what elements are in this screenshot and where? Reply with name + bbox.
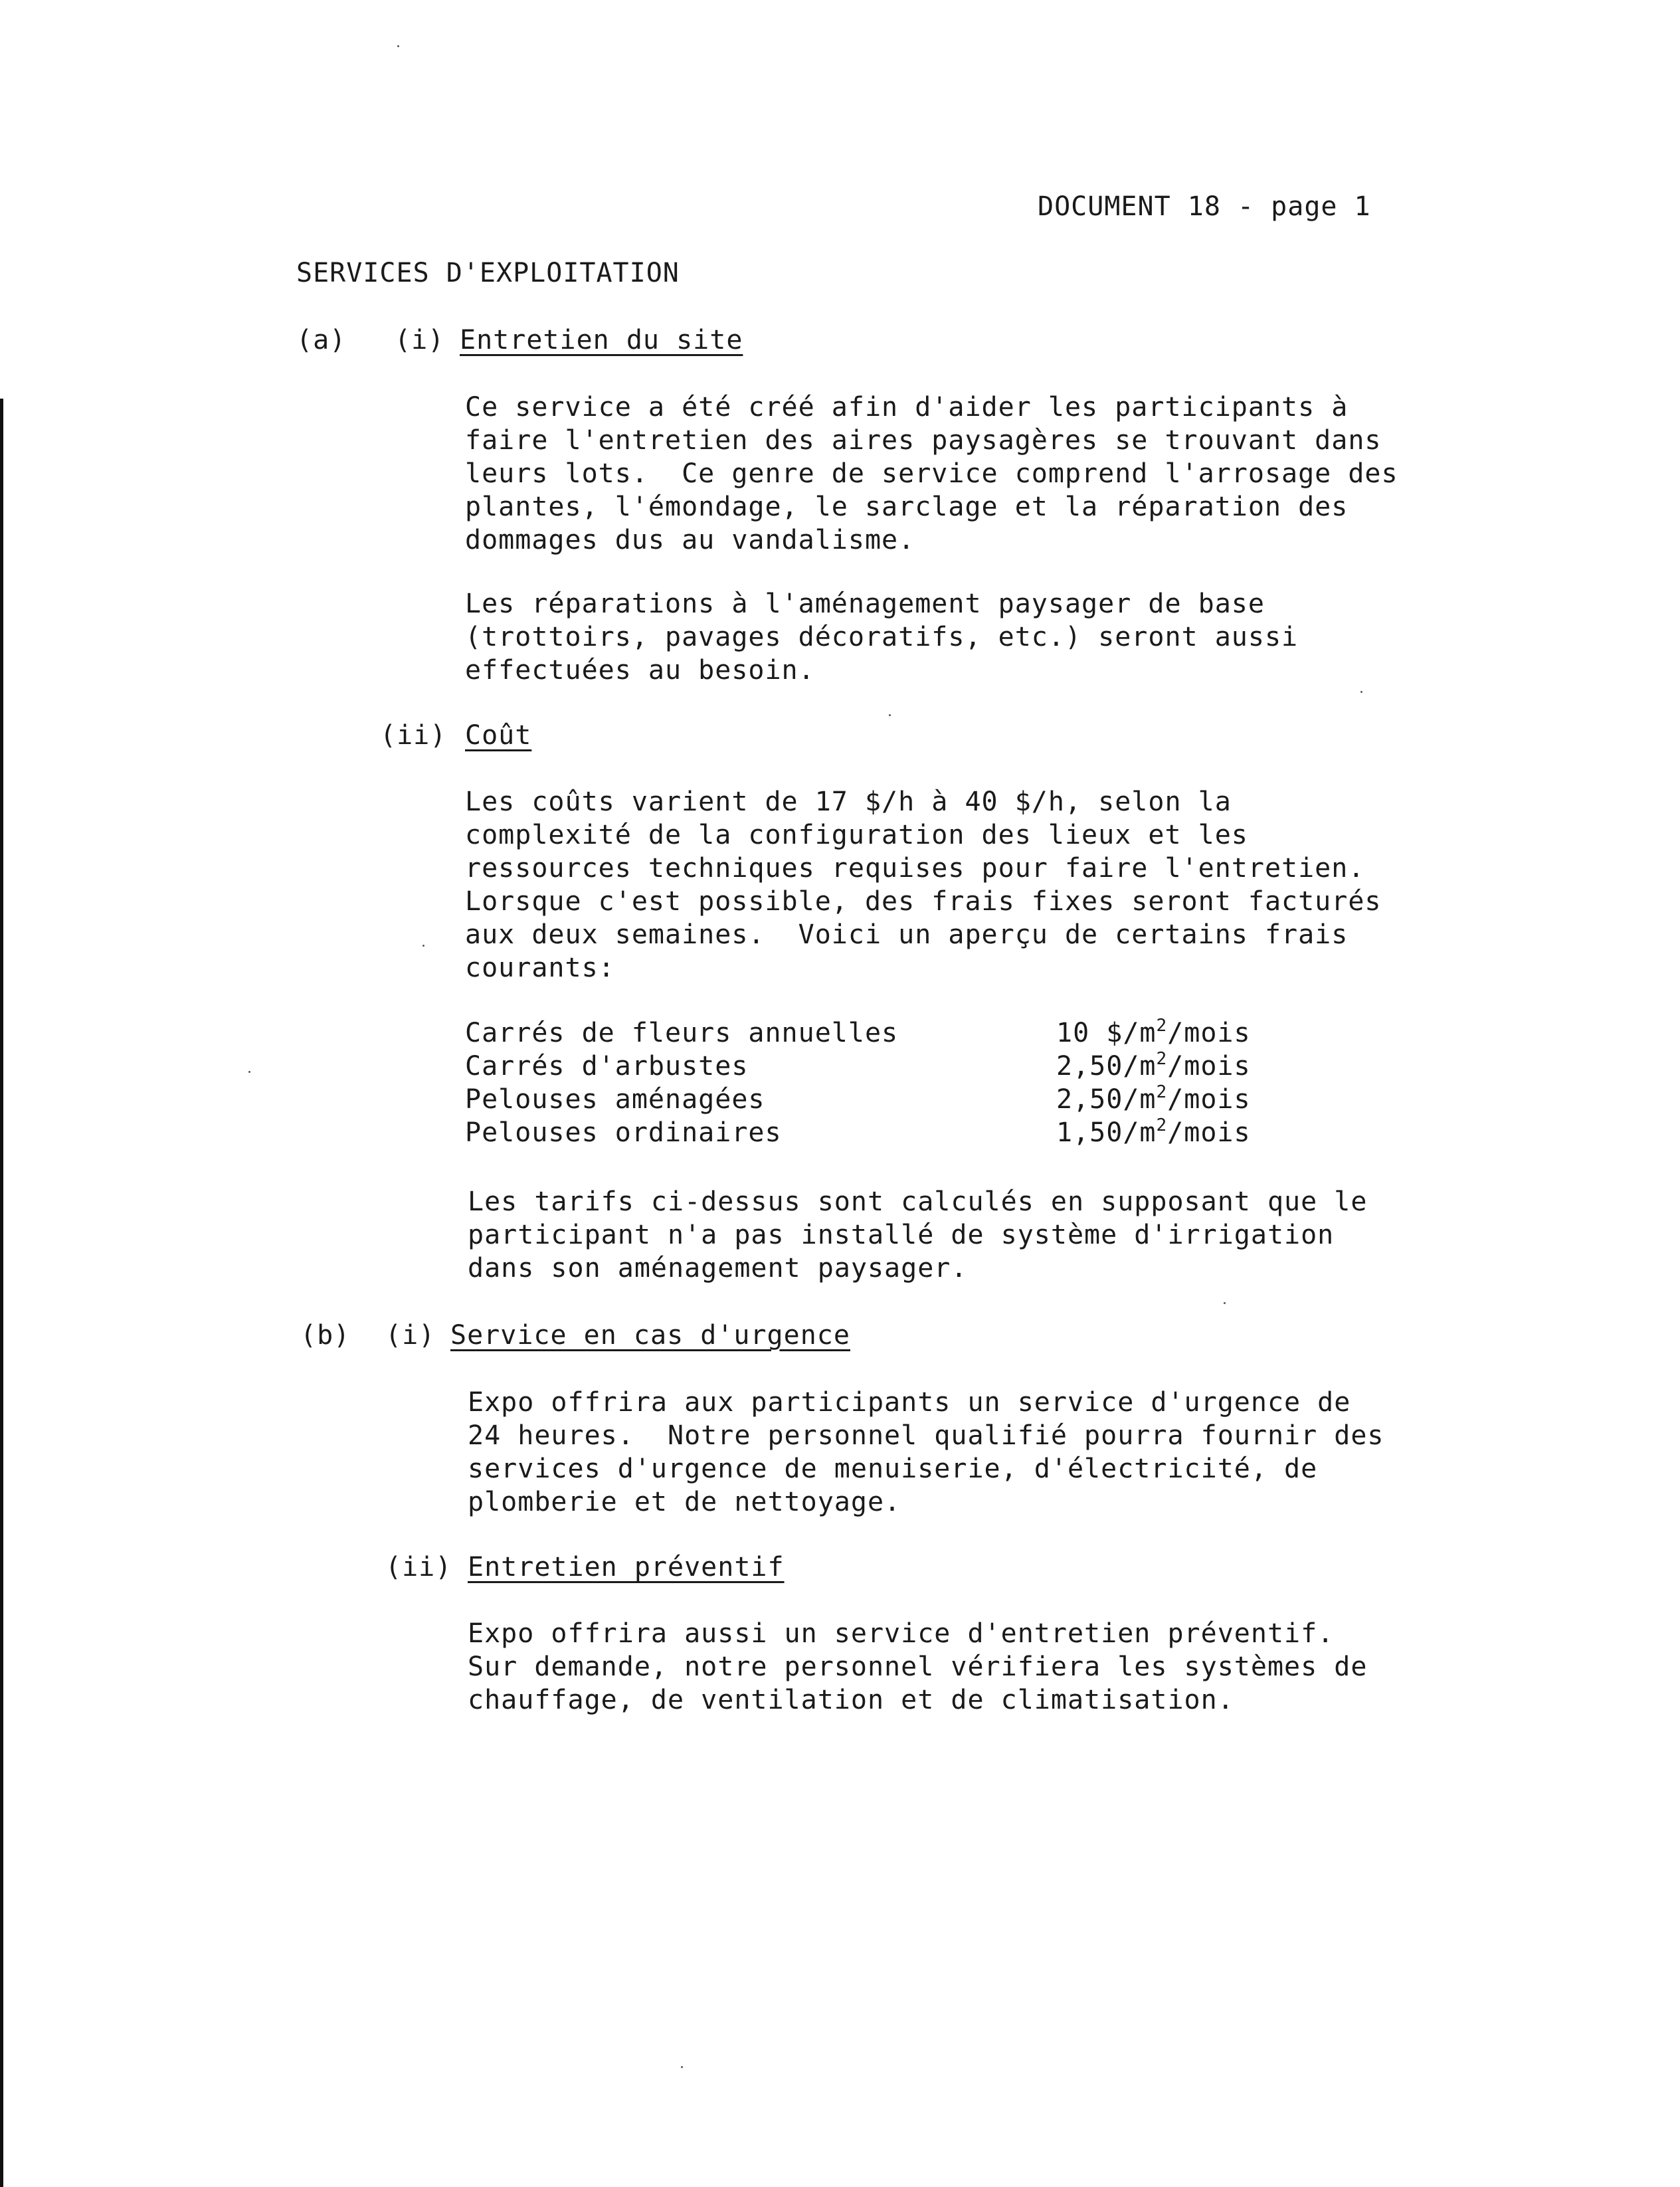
text-line: complexité de la configuration des lieux et les: [465, 820, 1248, 850]
text-line: (trottoirs, pavages décoratifs, etc.) seront aussi: [465, 622, 1299, 652]
rate-value: 10 $\$/m^2$/mois: [1056, 1016, 1251, 1048]
text-line: chauffage, de ventilation et de climatisation.: [468, 1685, 1234, 1715]
rate-value: $1,50/m^2$/mois: [1056, 1115, 1251, 1148]
section-b-ii-marker: (ii): [385, 1552, 452, 1582]
rate-value: $2,50/m^2$/mois: [1056, 1082, 1251, 1115]
rate-row: [465, 1082, 1251, 1116]
text-line: Les réparations à l'aménagement paysager de base: [465, 589, 1265, 619]
rate-row: [465, 1115, 1251, 1149]
text-line: faire l'entretien des aires paysagères se trouvant dans: [465, 425, 1382, 456]
text-line: courants:: [465, 953, 615, 983]
section-b-ii-heading: Entretien préventif: [468, 1552, 785, 1582]
rate-row: [465, 1049, 1251, 1083]
section-b-marker: (b): [300, 1320, 351, 1351]
text-line: aux deux semaines. Voici un aperçu de certains frais: [465, 919, 1349, 950]
rate-item: Pelouses aménagées: [465, 1084, 765, 1115]
rate-item: Pelouses ordinaires: [465, 1117, 782, 1148]
section-b-i-heading: Service en cas d'urgence: [450, 1320, 850, 1351]
section-b-i-paragraph: [468, 1386, 1384, 1519]
text-line: Expo offrira aussi un service d'entretien préventif.: [468, 1618, 1335, 1649]
text-line: Lorsque c'est possible, des frais fixes seront facturés: [465, 886, 1382, 917]
text-line: plomberie et de nettoyage.: [468, 1487, 901, 1517]
text-line: plantes, l'émondage, le sarclage et la réparation des: [465, 492, 1349, 522]
rate-row: [465, 1016, 1251, 1050]
rates-table: [465, 1016, 1251, 1149]
scan-speck: [1224, 1302, 1226, 1304]
text-line: Ce service a été créé afin d'aider les participants à: [465, 392, 1349, 423]
rate-item: Carrés d'arbustes: [465, 1051, 749, 1082]
section-a-i-paragraph-1: [465, 391, 1398, 557]
section-a-ii-marker: (ii): [380, 720, 447, 751]
rate-item: Carrés de fleurs annuelles: [465, 1018, 899, 1048]
scan-speck: [1360, 691, 1362, 693]
text-line: Expo offrira aux participants un service d'urgence de: [468, 1387, 1351, 1418]
section-a-i-heading: Entretien du site: [460, 325, 743, 355]
text-line: Sur demande, notre personnel vérifiera les systèmes de: [468, 1652, 1368, 1682]
section-a-ii-paragraph-2: [468, 1185, 1367, 1285]
text-line: leurs lots. Ce genre de service comprend l'arrosage des: [465, 458, 1398, 489]
text-line: dommages dus au vandalisme.: [465, 525, 915, 555]
text-line: dans son aménagement paysager.: [468, 1253, 968, 1284]
text-line: 24 heures. Notre personnel qualifié pourra fournir des: [468, 1420, 1384, 1451]
page-label: DOCUMENT 18 - page 1: [1038, 191, 1371, 222]
scan-speck: [889, 714, 891, 716]
section-a-ii-paragraph-1: [465, 785, 1382, 985]
text-line: Les tarifs ci-dessus sont calculés en supposant que le: [468, 1187, 1368, 1217]
page-title: SERVICES D'EXPLOITATION: [296, 258, 680, 288]
text-line: Les coûts varient de 17 $/h à 40 $/h, selon la: [465, 787, 1232, 817]
scan-speck: [422, 945, 424, 947]
section-b-i-marker: (i): [385, 1320, 436, 1351]
text-line: services d'urgence de menuiserie, d'électricité, de: [468, 1454, 1318, 1484]
text-line: participant n'a pas installé de système d'irrigation: [468, 1220, 1335, 1250]
scan-speck: [681, 2066, 683, 2068]
rate-value: $2,50/m^2$/mois: [1056, 1049, 1251, 1082]
section-b-ii-paragraph: [468, 1617, 1367, 1717]
scan-speck: [248, 1071, 250, 1073]
section-a-i-marker: (i): [395, 325, 445, 355]
text-line: effectuées au besoin.: [465, 655, 815, 686]
scan-speck: [397, 45, 399, 47]
section-a-ii-heading: Coût: [465, 720, 532, 751]
section-a-i-paragraph-2: [465, 587, 1298, 687]
section-a-marker: (a): [296, 325, 347, 355]
text-line: ressources techniques requises pour faire l'entretien.: [465, 853, 1365, 884]
page-edge-shadow: [0, 399, 3, 2187]
